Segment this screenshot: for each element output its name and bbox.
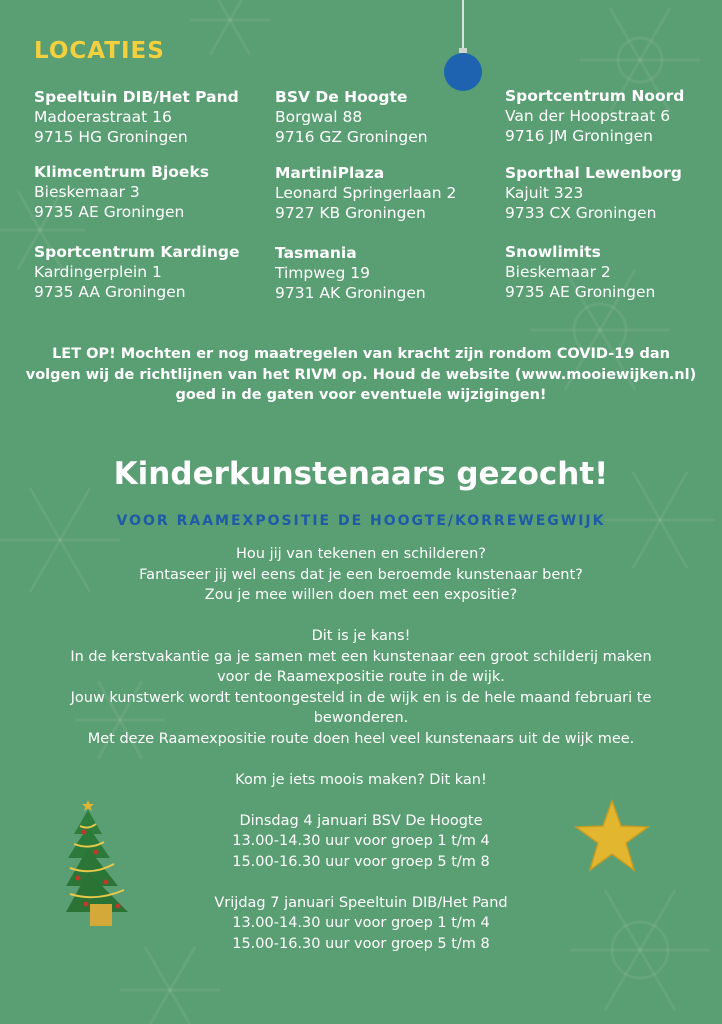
intro-line: Fantaseer jij wel eens dat je een beroemde kunstenaar bent?: [139, 566, 583, 583]
notice-line: goed in de gaten voor eventuele wijzigingen!: [175, 387, 547, 403]
location-item: [505, 163, 720, 223]
star-icon: [574, 798, 650, 876]
paragraph-line: bewonderen.: [313, 710, 409, 726]
location-name: Sporthal Lewenborg: [505, 164, 682, 182]
location-street: Madoerastraat 16: [34, 108, 172, 126]
location-city: 9735 AA Groningen: [34, 283, 186, 301]
intro-line: Zou je mee willen doen met een expositie?: [204, 587, 518, 603]
kans-line: Dit is je kans!: [311, 628, 411, 644]
paragraph-line: In de kerstvakantie ga je samen met een kunstenaar een groot schilderij maken: [70, 648, 652, 665]
paragraph-line: Jouw kunstwerk wordt tentoongesteld in de wijk en is de hele maand februari te: [70, 689, 652, 706]
location-street: Kajuit 323: [505, 184, 584, 202]
location-item: [275, 87, 490, 147]
location-city: 9731 AK Groningen: [275, 284, 426, 302]
session-slot: 15.00-16.30 uur voor groep 5 t/m 8: [232, 853, 490, 870]
session-slot: 13.00-14.30 uur voor groep 1 t/m 4: [232, 915, 490, 931]
location-name: Tasmania: [275, 244, 357, 262]
page-subtitle: VOOR RAAMEXPOSITIE DE HOOGTE/KORREWEGWIJK: [116, 513, 606, 529]
location-city: 9735 AE Groningen: [505, 283, 656, 301]
location-name: BSV De Hoogte: [275, 88, 408, 106]
location-item: [275, 243, 490, 303]
notice-line: volgen wij de richtlijnen van het RIVM op. Houd de website (www.mooiewijken.nl): [25, 366, 697, 383]
location-name: Sportcentrum Noord: [505, 87, 685, 105]
session-date: Dinsdag 4 januari BSV De Hoogte: [239, 812, 483, 829]
location-item: [275, 163, 490, 223]
location-name: MartiniPlaza: [275, 164, 385, 182]
locaties-heading: LOCATIES: [34, 38, 165, 64]
page-title: Kinderkunstenaars gezocht!: [113, 456, 609, 492]
paragraph-line: Met deze Raamexpositie route doen heel veel kunstenaars uit de wijk mee.: [87, 730, 635, 747]
location-item: [34, 87, 249, 147]
location-name: Speeltuin DIB/Het Pand: [34, 88, 239, 106]
location-item: [34, 162, 249, 222]
location-street: Borgwal 88: [275, 108, 363, 126]
location-city: 9715 HG Groningen: [34, 128, 188, 146]
location-name: Snowlimits: [505, 243, 601, 261]
christmas-tree-icon: [66, 792, 132, 930]
notice-line: LET OP! Mochten er nog maatregelen van kracht zijn rondom COVID-19 dan: [52, 346, 670, 362]
location-street: Bieskemaar 3: [34, 183, 140, 201]
covid-notice: [10, 344, 712, 406]
location-street: Bieskemaar 2: [505, 263, 611, 281]
location-name: Sportcentrum Kardinge: [34, 243, 240, 261]
location-city: 9735 AE Groningen: [34, 203, 185, 221]
location-item: [505, 242, 720, 302]
location-item: [34, 242, 249, 302]
location-street: Leonard Springerlaan 2: [275, 184, 457, 202]
intro-line: Hou jij van tekenen en schilderen?: [236, 546, 486, 562]
location-city: 9733 CX Groningen: [505, 204, 657, 222]
session-date: Vrijdag 7 januari Speeltuin DIB/Het Pand: [214, 894, 508, 911]
cta-line: Kom je iets moois maken? Dit kan!: [235, 771, 487, 788]
location-street: Kardingerplein 1: [34, 263, 162, 281]
location-street: Timpweg 19: [275, 264, 370, 282]
session-slot: 13.00-14.30 uur voor groep 1 t/m 4: [232, 833, 490, 849]
ornament-icon: [440, 0, 486, 95]
paragraph-line: voor de Raamexpositie route in de wijk.: [217, 669, 505, 685]
location-name: Klimcentrum Bjoeks: [34, 163, 209, 181]
location-item: [505, 86, 720, 146]
location-street: Van der Hoopstraat 6: [505, 107, 671, 125]
location-city: 9716 GZ Groningen: [275, 128, 428, 146]
location-city: 9716 JM Groningen: [505, 127, 653, 145]
location-city: 9727 KB Groningen: [275, 204, 426, 222]
session-slot: 15.00-16.30 uur voor groep 5 t/m 8: [232, 935, 490, 952]
